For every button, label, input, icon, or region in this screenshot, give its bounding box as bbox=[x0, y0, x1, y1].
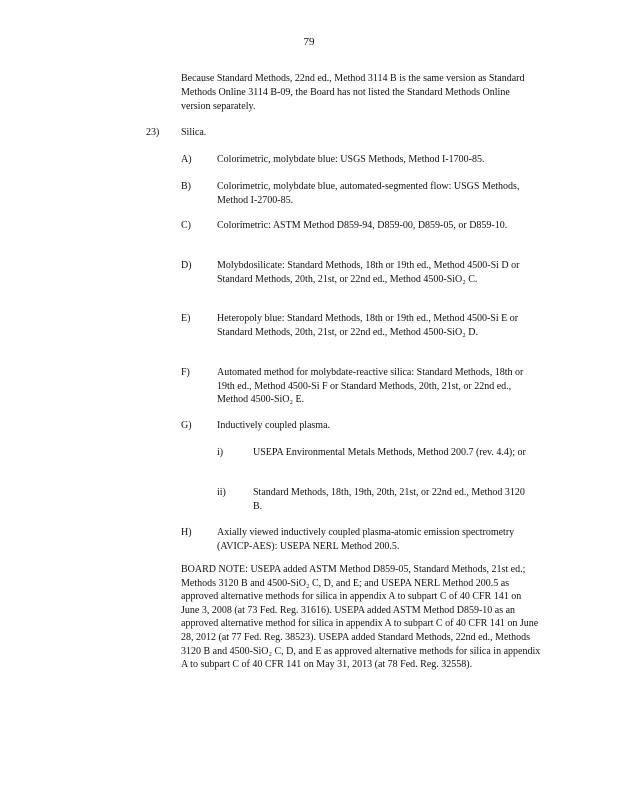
list-item-text: Heteropoly blue: Standard Methods, 18th or 19th ed., Method 4500-Si E or Standard Methods, 20th, 21st, or 22nd ed., Method 4500-SiO₂ D. bbox=[217, 313, 519, 338]
list-item-text: Axially viewed inductively coupled plasma-atomic emission spectrometry (AVICP-AES): USEPA NERL Method 200.5. bbox=[217, 527, 515, 552]
list-item-key: B) bbox=[181, 181, 191, 192]
list-item-text: Colorimetric, molybdate blue: USGS Methods, Method I-1700-85. bbox=[217, 154, 485, 165]
list-item-text: Inductively coupled plasma. bbox=[217, 420, 331, 431]
sub-item-key: ii) bbox=[217, 487, 226, 498]
intro-paragraph: Because Standard Methods, 22nd ed., Method 3114 B is the same version as Standard Methods Online 3114 B-09, the Board has not listed the Standard Methods Online version separately. bbox=[181, 73, 525, 112]
list-item-key: F) bbox=[181, 367, 190, 378]
sub-item-text: Standard Methods, 18th, 19th, 20th, 21st, or 22nd ed., Method 3120 B. bbox=[253, 487, 525, 512]
list-item-text: Colorimetric: ASTM Method D859-94, D859-00, D859-05, or D859-10. bbox=[217, 220, 508, 231]
list-item-key: D) bbox=[181, 260, 192, 271]
page-number: 79 bbox=[303, 36, 315, 48]
list-item-key: E) bbox=[181, 313, 191, 324]
list-item-key: C) bbox=[181, 220, 191, 231]
list-item-text: Molybdosilicate: Standard Methods, 18th or 19th ed., Method 4500-Si D or Standard Methods, 20th, 21st, or 22nd ed., Method 4500-SiO₂ C. bbox=[217, 260, 520, 285]
list-item-text: Automated method for molybdate-reactive silica: Standard Methods, 18th or 19th ed., Method 4500-Si F or Standard Methods, 20th, 21st, or 22nd ed., Method 4500-SiO₂ E. bbox=[217, 367, 524, 406]
list-item-key: G) bbox=[181, 420, 192, 431]
board-note: BOARD NOTE: USEPA added ASTM Method D859-05, Standard Methods, 21st ed.; Methods 3120 B and 4500-SiO₂ C, D, and E; and USEPA NERL Method 200.5 as approved alternative methods for silica in appendix A to subpart C of 40 CFR 141 on June 3, 2008 (at 73 Fed. Reg. 31616). USEPA added ASTM Method D859-10 as an approved alternative method for silica in appendix A to subpart C of 40 CFR 141 on June 28, 2012 (at 77 Fed. Reg. 38523). USEPA added Standard Methods, 22nd ed., Methods 3120 B and 4500-SiO₂ C, D, and E as approved alternative methods for silica in appendix A to subpart C of 40 CFR 141 on May 31, 2013 (at 78 Fed. Reg. 32558). bbox=[181, 564, 541, 671]
section-title: Silica. bbox=[181, 127, 207, 138]
sub-item-key: i) bbox=[217, 447, 224, 458]
sub-item-text: USEPA Environmental Metals Methods, Method 200.7 (rev. 4.4); or bbox=[253, 447, 526, 458]
list-item-text: Colorimetric, molybdate blue, automated-segmented flow: USGS Methods, Method I-2700-85. bbox=[217, 181, 520, 206]
list-item-key: H) bbox=[181, 527, 192, 538]
list-item-key: A) bbox=[181, 154, 192, 165]
section-number: 23) bbox=[146, 127, 160, 138]
